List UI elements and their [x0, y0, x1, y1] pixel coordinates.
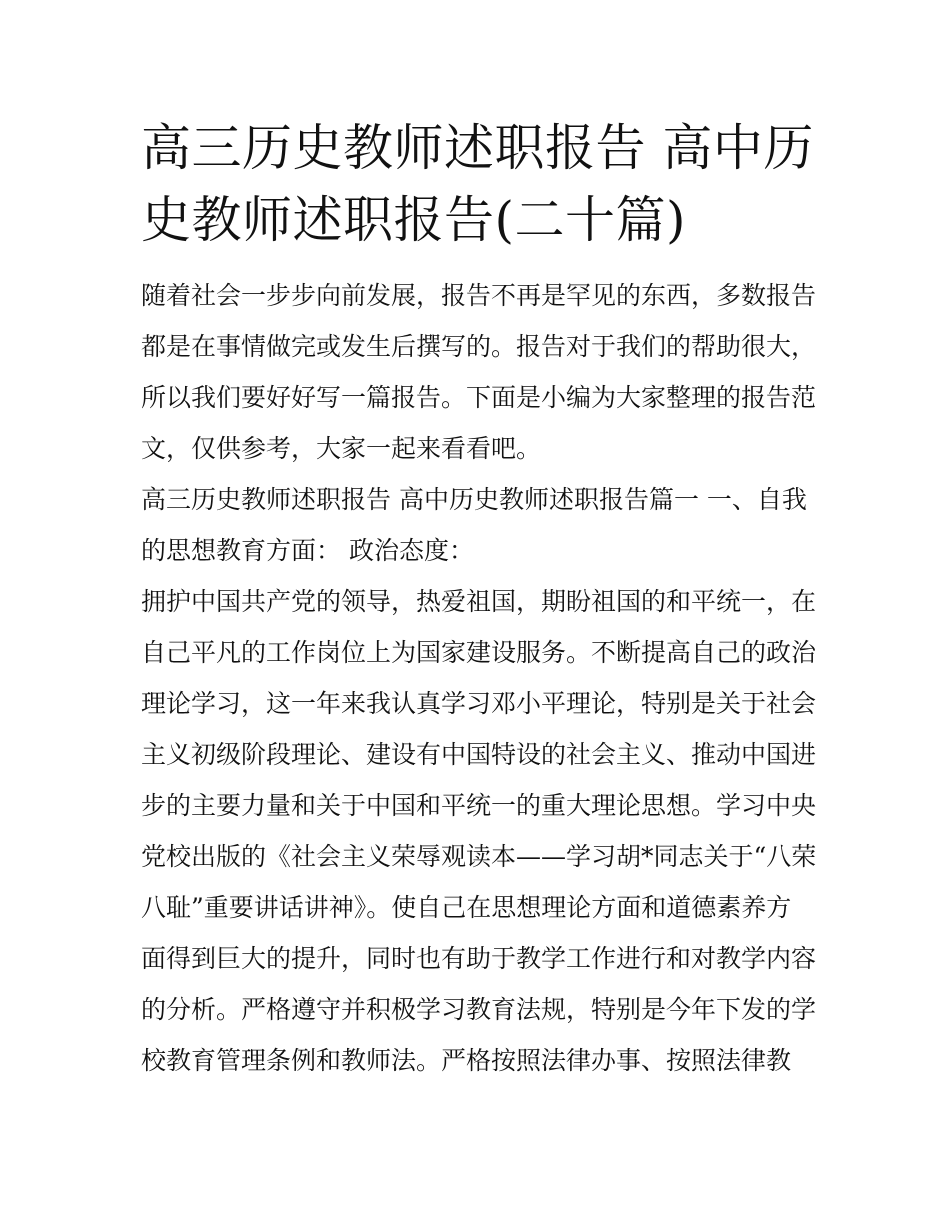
- text-line: 面得到巨大的提升，同时也有助于教学工作进行和对教学内容: [141, 944, 817, 973]
- document-title: [141, 112, 813, 256]
- title-line: 史教师述职报告(二十篇): [141, 191, 687, 249]
- text-line: 高三历史教师述职报告 高中历史教师述职报告篇一 一、自我: [141, 485, 807, 514]
- text-line: 主义初级阶段理论、建设有中国特设的社会主义、推动中国进: [141, 740, 817, 769]
- section-heading-paragraph: [141, 474, 813, 576]
- text-line: 的思想教育方面： 政治态度：: [141, 536, 474, 565]
- title-line: 高三历史教师述职报告 高中历: [141, 119, 814, 177]
- document-page: [141, 112, 817, 1086]
- body-paragraph: [141, 576, 817, 1086]
- text-line: 党校出版的《社会主义荣辱观读本——学习胡*同志关于“八荣: [141, 842, 817, 871]
- text-line: 随着社会一步步向前发展，报告不再是罕见的东西，多数报告: [141, 281, 817, 310]
- text-line: 拥护中国共产党的领导，热爱祖国，期盼祖国的和平统一，在: [141, 587, 817, 616]
- text-line: 理论学习，这一年来我认真学习邓小平理论，特别是关于社会: [141, 689, 817, 718]
- text-line: 八耻”重要讲话讲神》。使自己在思想理论方面和道德素养方: [141, 893, 792, 922]
- intro-paragraph: [141, 270, 817, 474]
- text-line: 都是在事情做完或发生后撰写的。报告对于我们的帮助很大，: [141, 332, 817, 361]
- text-line: 文，仅供参考，大家一起来看看吧。: [141, 434, 542, 463]
- text-line: 步的主要力量和关于中国和平统一的重大理论思想。学习中央: [141, 791, 817, 820]
- document-body: [141, 270, 817, 1086]
- text-line: 所以我们要好好写一篇报告。下面是小编为大家整理的报告范: [141, 383, 817, 412]
- text-line: 的分析。严格遵守并积极学习教育法规，特别是今年下发的学: [141, 995, 817, 1024]
- text-line: 校教育管理条例和教师法。严格按照法律办事、按照法律教: [141, 1046, 792, 1075]
- text-line: 自己平凡的工作岗位上为国家建设服务。不断提高自己的政治: [141, 638, 817, 667]
